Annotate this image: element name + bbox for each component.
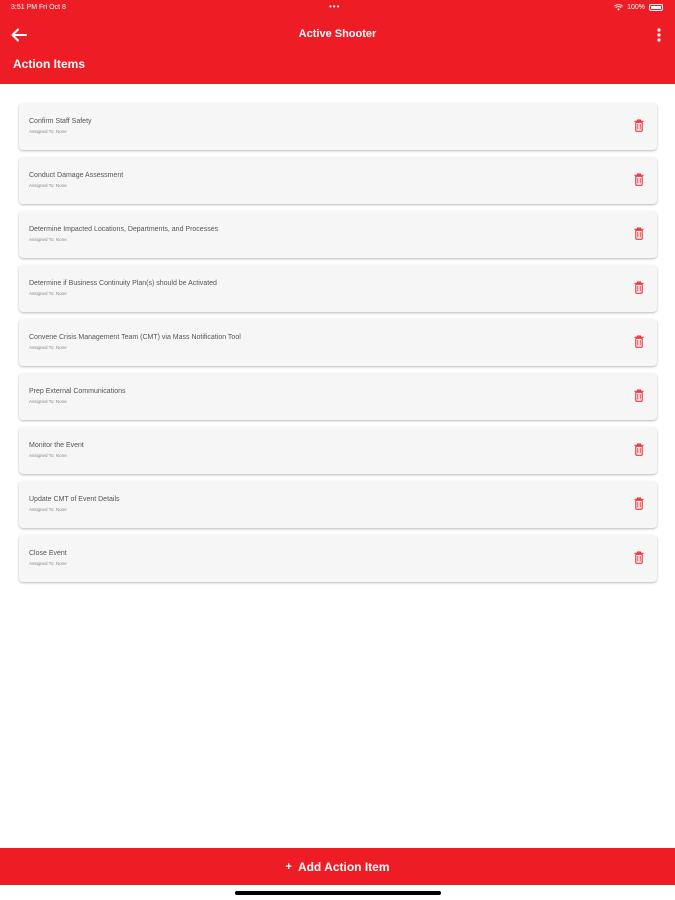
battery-percent: 100% <box>627 4 645 11</box>
action-item-title: Determine if Business Continuity Plan(s) should be Activated <box>29 280 217 287</box>
action-item-card[interactable] <box>19 103 657 150</box>
trash-icon[interactable] <box>634 119 644 132</box>
action-item-assignee: Assigned To: None <box>29 183 67 188</box>
more-vertical-icon[interactable] <box>655 27 663 43</box>
status-bar <box>0 0 675 16</box>
add-action-item-button[interactable] <box>0 848 675 885</box>
action-items-list <box>19 103 657 589</box>
action-item-card[interactable] <box>19 535 657 582</box>
action-item-card[interactable] <box>19 481 657 528</box>
trash-icon[interactable] <box>634 389 644 402</box>
app-header <box>0 0 675 84</box>
action-item-card[interactable] <box>19 427 657 474</box>
trash-icon[interactable] <box>634 173 644 186</box>
trash-icon[interactable] <box>634 281 644 294</box>
action-item-card[interactable] <box>19 373 657 420</box>
action-item-assignee: Assigned To: None <box>29 453 67 458</box>
action-item-assignee: Assigned To: None <box>29 507 67 512</box>
action-item-assignee: Assigned To: None <box>29 237 67 242</box>
plus-icon: + <box>285 860 292 873</box>
action-item-title: Prep External Communications <box>29 388 126 395</box>
action-item-title: Confirm Staff Safety <box>29 118 92 125</box>
action-item-card[interactable] <box>19 157 657 204</box>
action-item-title: Determine Impacted Locations, Departments, and Processes <box>29 226 219 233</box>
action-item-assignee: Assigned To: None <box>29 291 67 296</box>
battery-icon <box>649 4 663 11</box>
action-item-card[interactable] <box>19 319 657 366</box>
action-item-assignee: Assigned To: None <box>29 561 67 566</box>
action-item-title: Convene Crisis Management Team (CMT) via Mass Notification Tool <box>29 334 241 341</box>
home-indicator[interactable] <box>235 891 441 895</box>
section-title: Action Items <box>13 57 86 71</box>
add-action-item-label: Add Action Item <box>297 859 390 874</box>
action-item-title: Close Event <box>29 550 67 557</box>
status-time-date: 3:51 PM Fri Oct 8 <box>11 4 66 11</box>
action-item-title: Conduct Damage Assessment <box>29 172 124 179</box>
action-item-title: Monitor the Event <box>29 442 84 449</box>
multitasking-dots[interactable]: ••• <box>329 2 341 11</box>
action-item-title: Update CMT of Event Details <box>29 496 120 503</box>
action-item-assignee: Assigned To: None <box>29 399 67 404</box>
trash-icon[interactable] <box>634 335 644 348</box>
status-right <box>614 4 645 11</box>
trash-icon[interactable] <box>634 227 644 240</box>
action-item-card[interactable] <box>19 265 657 312</box>
action-item-assignee: Assigned To: None <box>29 345 67 350</box>
trash-icon[interactable] <box>634 497 644 510</box>
trash-icon[interactable] <box>634 551 644 564</box>
wifi-icon <box>614 4 623 11</box>
trash-icon[interactable] <box>634 443 644 456</box>
action-item-assignee: Assigned To: None <box>29 129 67 134</box>
action-item-card[interactable] <box>19 211 657 258</box>
page-title: Active Shooter <box>298 28 377 40</box>
